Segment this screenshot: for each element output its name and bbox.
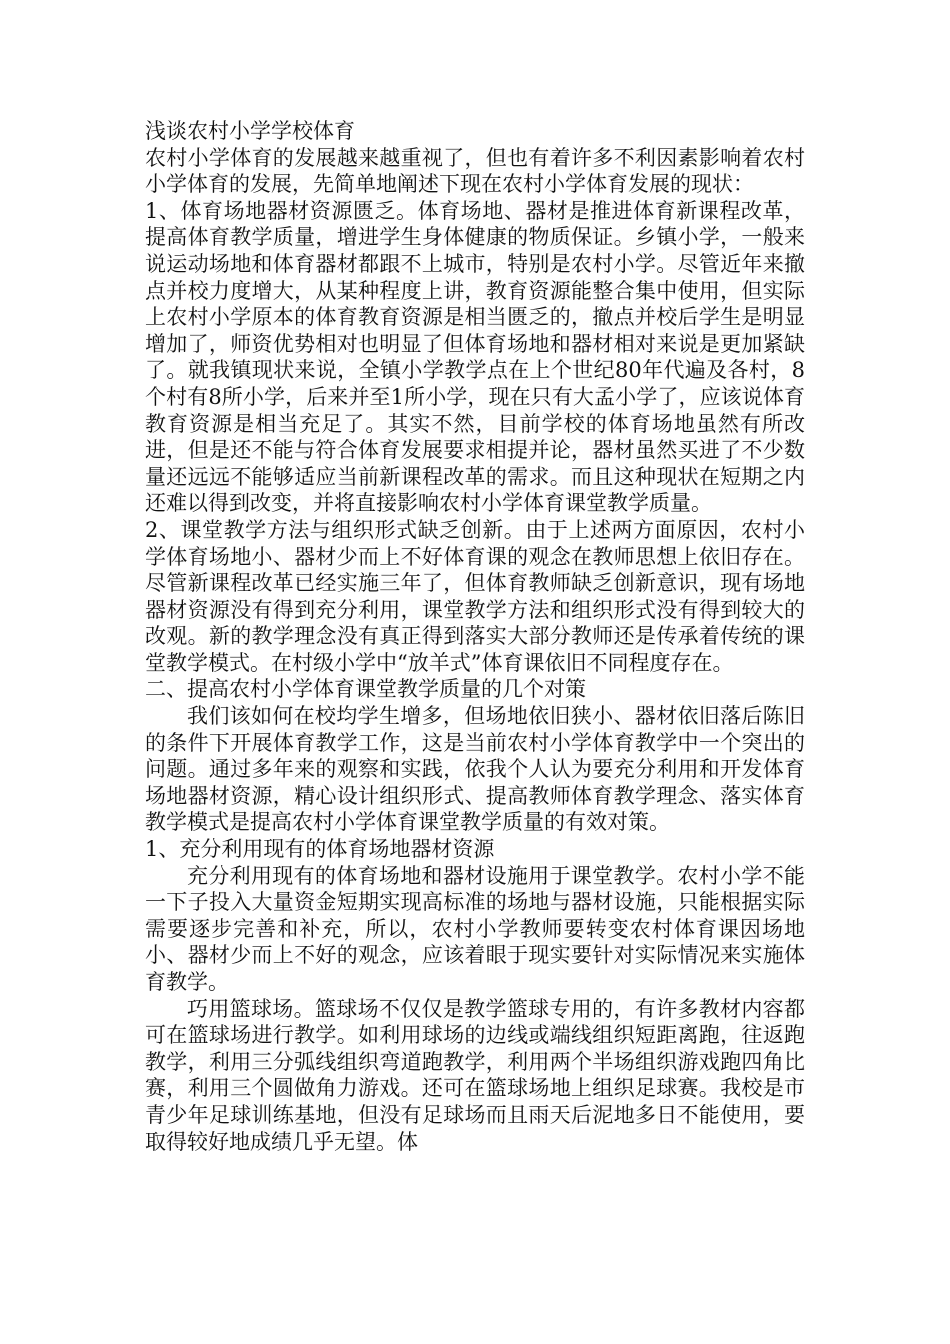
subsection-heading-resources: 1、充分利用现有的体育场地器材资源 (145, 837, 495, 862)
section-heading-countermeasures: 二、提高农村小学体育课堂教学质量的几个对策 (145, 677, 586, 702)
paragraph-use-facilities: 充分利用现有的体育场地和器材设施用于课堂教学。农村小学不能一下子投入大量资金短期实现高标准的场地与器材设施，只能根据实际需要逐步完善和补充，所以，农村小学教师要转变农村体育课因场地小、器材少而上不好的观念，应该着眼于现实要针对实际情况来实施体育教学。 (145, 863, 805, 994)
paragraph-equipment-shortage: 1、体育场地器材资源匮乏。体育场地、器材是推进体育新课程改革，提高体育教学质量，增进学生身体健康的物质保证。乡镇小学，一般来说运动场地和体育器材都跟不上城市，特别是农村小学。尽管近年来撤点并校力度增大，从某种程度上讲，教育资源能整合集中使用，但实际上农村小学原本的体育教育资源是相当匮乏的，撤点并校后学生是明显增加了，师资优势相对也明显了但体育场地和器材相对来说是更加紧缺了。就我镇现状来说，全镇小学教学点在上个世纪80年代遍及各村，8个村有8所小学，后来并至1所小学，现在只有大孟小学了，应该说体育教育资源是相当充足了。其实不然，目前学校的体育场地虽然有所改进，但是还不能与符合体育发展要求相提并论，器材虽然买进了不少数量还远远不能够适应当前新课程改革的需求。而且这种现状在短期之内还难以得到改变，并将直接影响农村小学体育课堂教学质量。 (145, 198, 805, 516)
paragraph-teaching-methods: 2、课堂教学方法与组织形式缺乏创新。由于上述两方面原因，农村小学体育场地小、器材少而上不好体育课的观念在教师思想上依旧存在。尽管新课程改革已经实施三年了，但体育教师缺乏创新意识，现有场地器材资源没有得到充分利用，课堂教学方法和组织形式没有得到较大的改观。新的教学理念没有真正得到落实大部分教师还是传承着传统的课堂教学模式。在村级小学中“放羊式”体育课依旧不同程度存在。 (145, 517, 805, 675)
document-title: 浅谈农村小学学校体育 (145, 119, 355, 143)
paragraph-intro: 农村小学体育的发展越来越重视了，但也有着许多不利因素影响着农村小学体育的发展，先简单地阐述下现在农村小学体育发展的现状： (145, 145, 805, 197)
document-page (145, 118, 805, 1155)
paragraph-basketball-court: 巧用篮球场。篮球场不仅仅是教学篮球专用的，有许多教材内容都可在篮球场进行教学。如利用球场的边线或端线组织短距离跑，往返跑教学，利用三分弧线组织弯道跑教学，利用两个半场组织游戏跑四角比赛，利用三个圆做角力游戏。还可在篮球场地上组织足球赛。我校是市青少年足球训练基地，但没有足球场而且雨天后泥地多日不能使用，要取得较好地成绩几乎无望。体 (145, 996, 805, 1154)
paragraph-countermeasures-intro: 我们该如何在校均学生增多，但场地依旧狭小、器材依旧落后陈旧的条件下开展体育教学工作，这是当前农村小学体育教学中一个突出的问题。通过多年来的观察和实践，依我个人认为要充分利用和开发体育场地器材资源，精心设计组织形式、提高教师体育教学理念、落实体育教学模式是提高农村小学体育课堂教学质量的有效对策。 (145, 704, 805, 835)
